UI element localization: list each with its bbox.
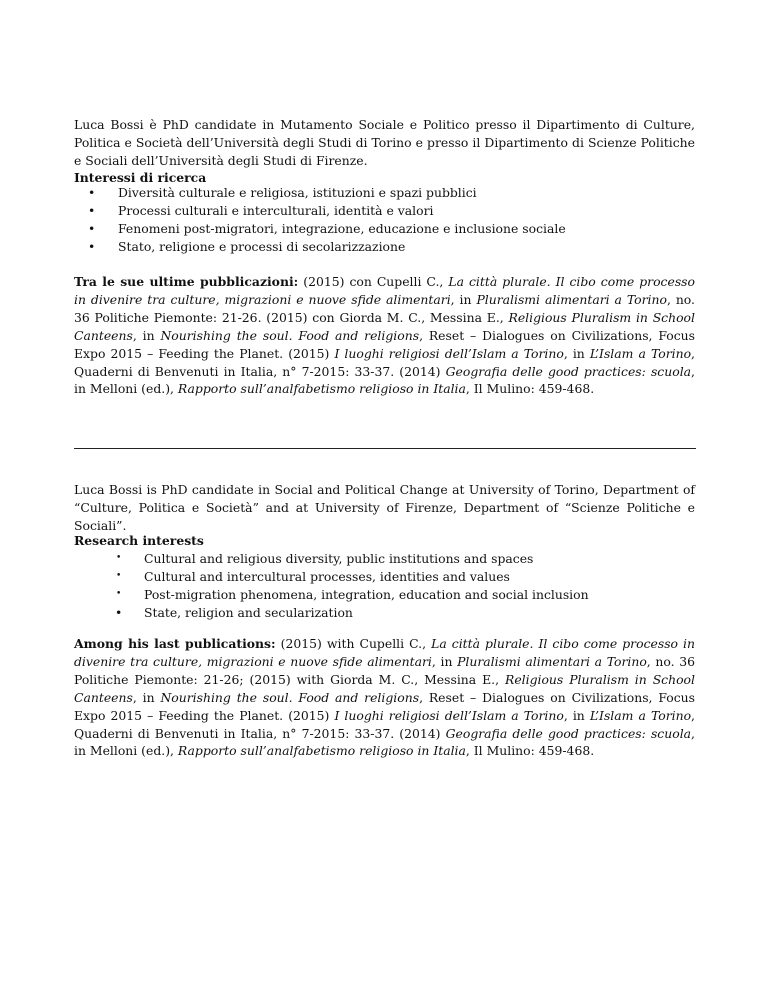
- section-divider: [74, 448, 696, 449]
- publications-paragraph-english: Among his last publications: (2015) with Cupelli C., La città plurale. Il cibo come processo in divenire tra culture, migrazioni e nuove sfide alimentari, in Pluralismi alimentari a Torino, no. 36 Politiche Piemonte: 21-26; (2015) with Giorda M. C., Messina E., Religious Pluralism in School Canteens, in Nourishing the soul. Food and religions, Reset – Dialogues on Civilizations, Focus Expo 2015 – Feeding the Planet. (2015) I luoghi religiosi dell’Islam a Torino, in L’Islam a Torino, Quaderni di Benvenuti in Italia, n° 7-2015: 33-37. (2014) Geografia delle good practices: scuola, in Melloni (ed.), Rapporto sull’analfabetismo religioso in Italia, Il Mulino: 459-468.: [74, 636, 696, 759]
- bullet-icon: •: [88, 238, 96, 254]
- research-interests-list-italian: [74, 184, 695, 256]
- list-item: • Fenomeni post-migratori, integrazione, educazione e inclusione sociale: [88, 220, 566, 236]
- bullet-icon: •: [88, 220, 96, 236]
- list-item: • Diversità culturale e religiosa, istituzioni e spazi pubblici: [88, 185, 477, 200]
- publications-paragraph-italian: Tra le sue ultime pubblicazioni: (2015) con Cupelli C., La città plurale. Il cibo come processo in divenire tra culture, migrazioni e nuove sfide alimentari, in Pluralismi alimentari a Torino, no. 36 Politiche Piemonte: 21-26. (2015) con Giorda M. C., Messina E., Religious Pluralism in School Canteens, in Nourishing the soul. Food and religions, Reset – Dialogues on Civilizations, Focus Expo 2015 – Feeding the Planet. (2015) I luoghi religiosi dell’Islam a Torino, in L’Islam a Torino, Quaderni di Benvenuti in Italia, n° 7-2015: 33-37. (2014) Geografia delle good practices: scuola, in Melloni (ed.), Rapporto sull’analfabetismo religioso in Italia, Il Mulino: 459-468.: [74, 274, 696, 397]
- bio-paragraph-english: Luca Bossi is PhD candidate in Social and Political Change at University of Torino, Department of “Culture, Politica e Società” and at University of Firenze, Department of “Scienze Politiche e Sociali”.: [74, 482, 695, 533]
- bullet-icon: •: [88, 185, 96, 200]
- list-item: • State, religion and secularization: [115, 604, 353, 620]
- list-item: • Processi culturali e interculturali, identità e valori: [88, 202, 434, 218]
- list-item: • Cultural and intercultural processes, identities and values: [116, 568, 510, 584]
- bullet-icon: •: [116, 588, 122, 599]
- list-item: • Cultural and religious diversity, public institutions and spaces: [116, 551, 534, 566]
- publications-lead-italian: Tra le sue ultime pubblicazioni:: [74, 274, 299, 289]
- research-interests-heading-italian: Interessi di ricerca: [74, 170, 207, 185]
- research-interests-list-english: [74, 550, 695, 622]
- bullet-icon: •: [116, 553, 122, 563]
- research-interests-heading-english: Research interests: [74, 533, 204, 548]
- bullet-icon: •: [115, 604, 123, 620]
- bullet-icon: •: [88, 202, 96, 218]
- bullet-icon: •: [116, 570, 122, 581]
- list-item: • Post-migration phenomena, integration, education and social inclusion: [116, 586, 589, 602]
- bio-paragraph-italian: Luca Bossi è PhD candidate in Mutamento Sociale e Politico presso il Dipartimento di Culture, Politica e Società dell’Università degli Studi di Torino e presso il Dipartimento di Scienze Politiche e Sociali dell’Università degli Studi di Firenze.: [74, 117, 695, 168]
- publications-lead-english: Among his last publications:: [74, 636, 276, 651]
- list-item: • Stato, religione e processi di secolarizzazione: [88, 238, 406, 254]
